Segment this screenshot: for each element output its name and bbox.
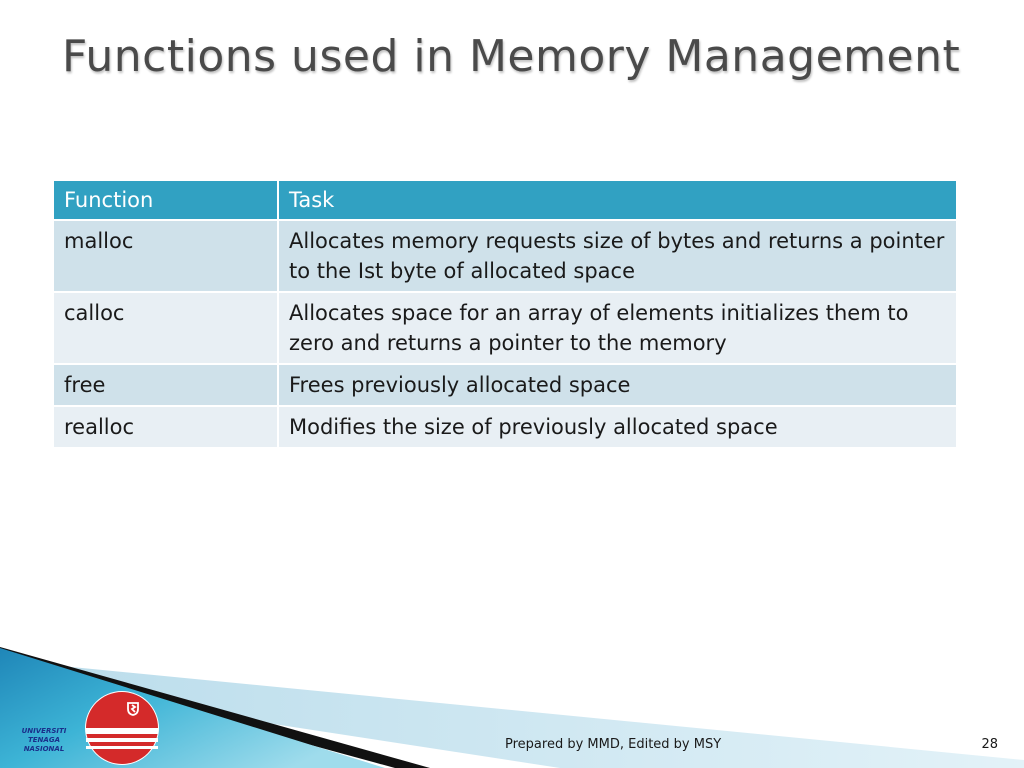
slide-title: Functions used in Memory Management: [62, 31, 961, 82]
page-number: 28: [981, 737, 998, 752]
task-cell: Modifies the size of previously allocated space: [278, 406, 957, 448]
task-cell: Frees previously allocated space: [278, 364, 957, 406]
task-cell: Allocates memory requests size of bytes and returns a pointer to the Ist byte of allocated space: [278, 220, 957, 292]
function-cell: calloc: [53, 292, 278, 364]
task-cell: Allocates space for an array of elements initializes them to zero and returns a pointer to the memory: [278, 292, 957, 364]
table-row: [53, 364, 957, 406]
university-name-text: [2, 727, 86, 754]
logo-line: UNIVERSITI: [21, 727, 67, 735]
table-header-row: [53, 180, 957, 220]
table-row: [53, 292, 957, 364]
logo-line: TENAGA: [28, 736, 60, 744]
table-row: [53, 406, 957, 448]
function-cell: free: [53, 364, 278, 406]
table-row: [53, 220, 957, 292]
column-header-task: Task: [278, 180, 957, 220]
footer-credit: Prepared by MMD, Edited by MSY: [505, 737, 722, 752]
university-logo-icon: [84, 690, 160, 766]
function-cell: realloc: [53, 406, 278, 448]
column-header-function: Function: [53, 180, 278, 220]
logo-line: NASIONAL: [23, 745, 65, 753]
function-cell: malloc: [53, 220, 278, 292]
functions-table: [52, 179, 958, 449]
